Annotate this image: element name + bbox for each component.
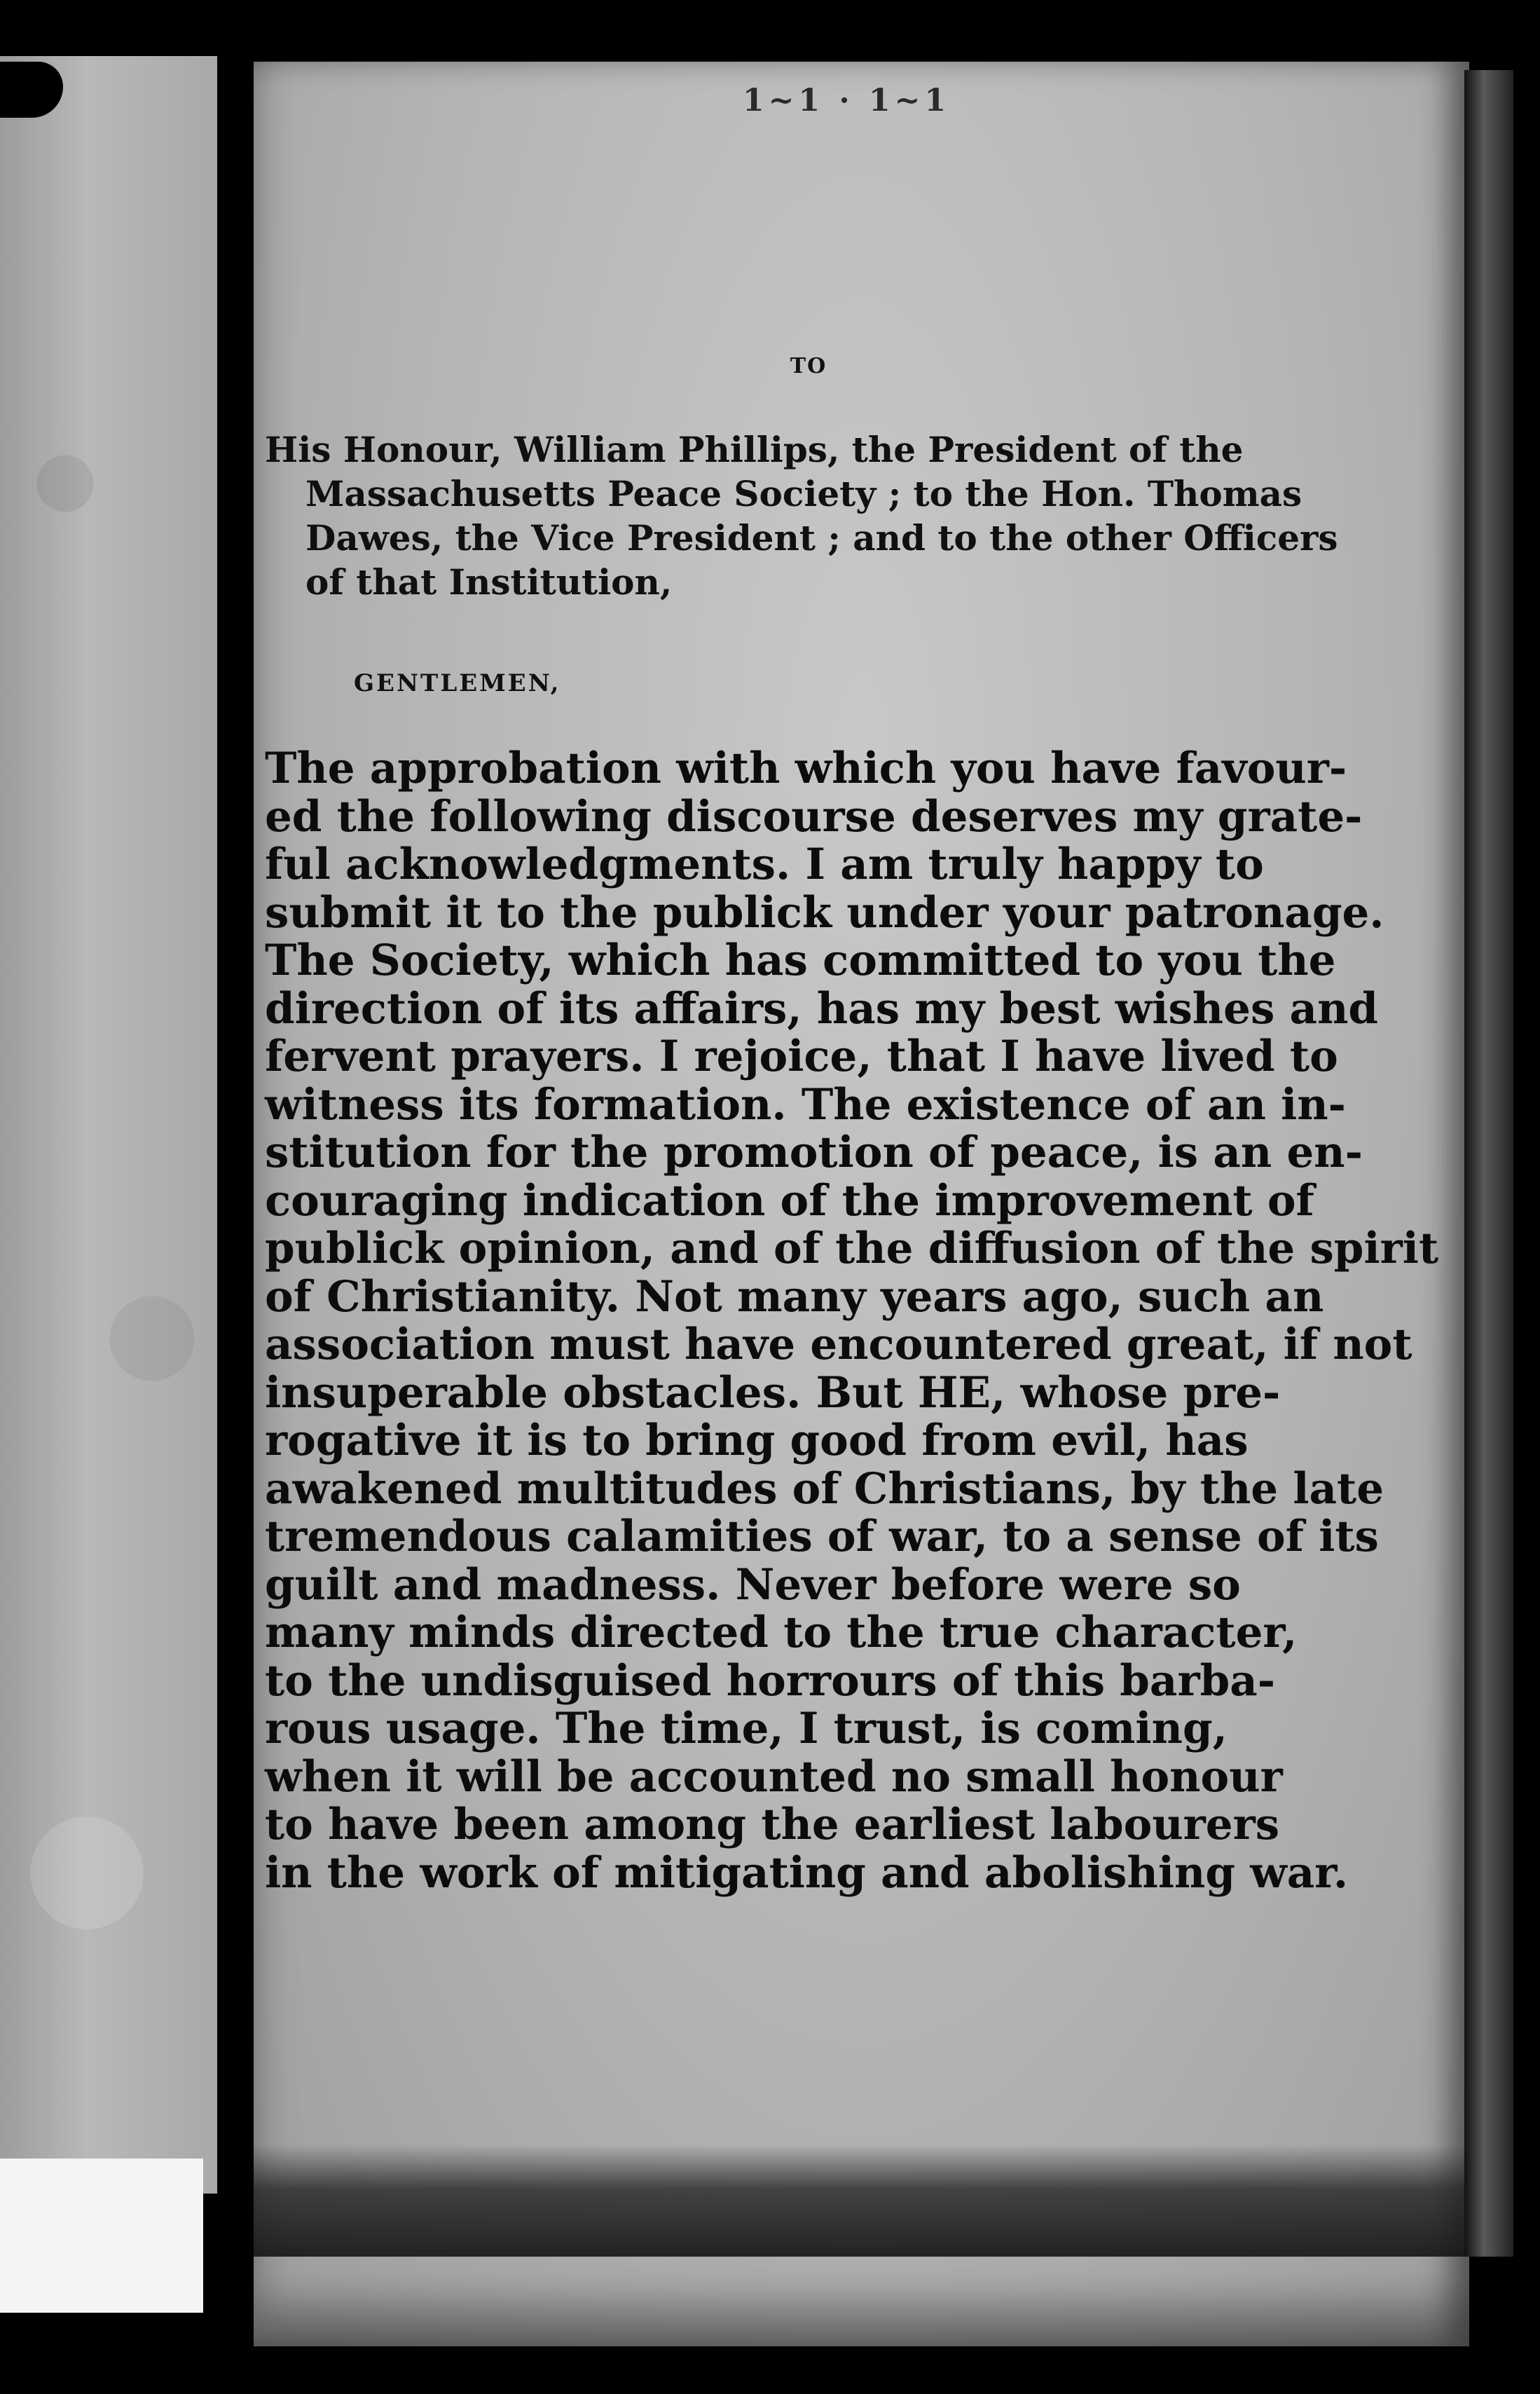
body-line: to have been among the earliest labourers [265, 1800, 1280, 1849]
body-line: to the undisguised horrours of this barba- [265, 1655, 1276, 1706]
page-right-edge [1464, 70, 1513, 2257]
address-line: Massachusetts Peace Society ; to the Hon. Thomas [305, 473, 1302, 514]
page-gutter [224, 49, 251, 2257]
address-line: Dawes, the Vice President ; and to the other Officers [305, 517, 1338, 559]
body-line: couraging indication of the improvement of [265, 1175, 1314, 1226]
body-line: association must have encountered great, if not [265, 1320, 1412, 1369]
body-line: publick opinion, and of the diffusion of the spirit [265, 1224, 1439, 1273]
salutation: GENTLEMEN, [354, 669, 561, 697]
body-line: rogative it is to bring good from evil, has [265, 1416, 1249, 1465]
facing-page-corner [0, 2159, 203, 2313]
body-line: when it will be accounted no small honour [265, 1751, 1283, 1802]
body-line: ful acknowledgments. I am truly happy to [265, 840, 1264, 889]
dedication-heading: TO [790, 354, 827, 378]
body-line: in the work of mitigating and abolishing war. [265, 1847, 1349, 1898]
body-line: The Society, which has committed to you the [265, 936, 1336, 985]
body-line: of Christianity. Not many years ago, such an [265, 1271, 1324, 1322]
body-line: stitution for the promotion of peace, is an en- [265, 1128, 1363, 1177]
address-line: of that Institution, [305, 561, 673, 603]
body-line: tremendous calamities of war, to a sense of its [265, 1512, 1379, 1561]
body-line: fervent prayers. I rejoice, that I have lived to [265, 1032, 1338, 1081]
body-line: rous usage. The time, I trust, is coming, [265, 1704, 1228, 1753]
body-line: awakened multitudes of Christians, by the late [265, 1463, 1384, 1514]
body-line: ed the following discourse deserves my grate- [265, 791, 1363, 842]
body-line: direction of its affairs, has my best wishes and [265, 983, 1379, 1034]
address-line: His Honour, William Phillips, the President of the [265, 429, 1244, 470]
body-line: insuperable obstacles. But HE, whose pre- [265, 1367, 1281, 1418]
dedication-body [265, 744, 1439, 1898]
dedication-address [265, 427, 1338, 604]
page-number: 1~1 · 1~1 [743, 83, 951, 118]
body-line: witness its formation. The existence of an in- [265, 1079, 1346, 1130]
body-line: submit it to the publick under your patronage. [265, 887, 1384, 938]
page-bottom-shadow [254, 2145, 1469, 2257]
body-line: many minds directed to the true character, [265, 1608, 1298, 1657]
body-line: The approbation with which you have favour- [265, 744, 1347, 793]
body-line: guilt and madness. Never before were so [265, 1559, 1241, 1610]
